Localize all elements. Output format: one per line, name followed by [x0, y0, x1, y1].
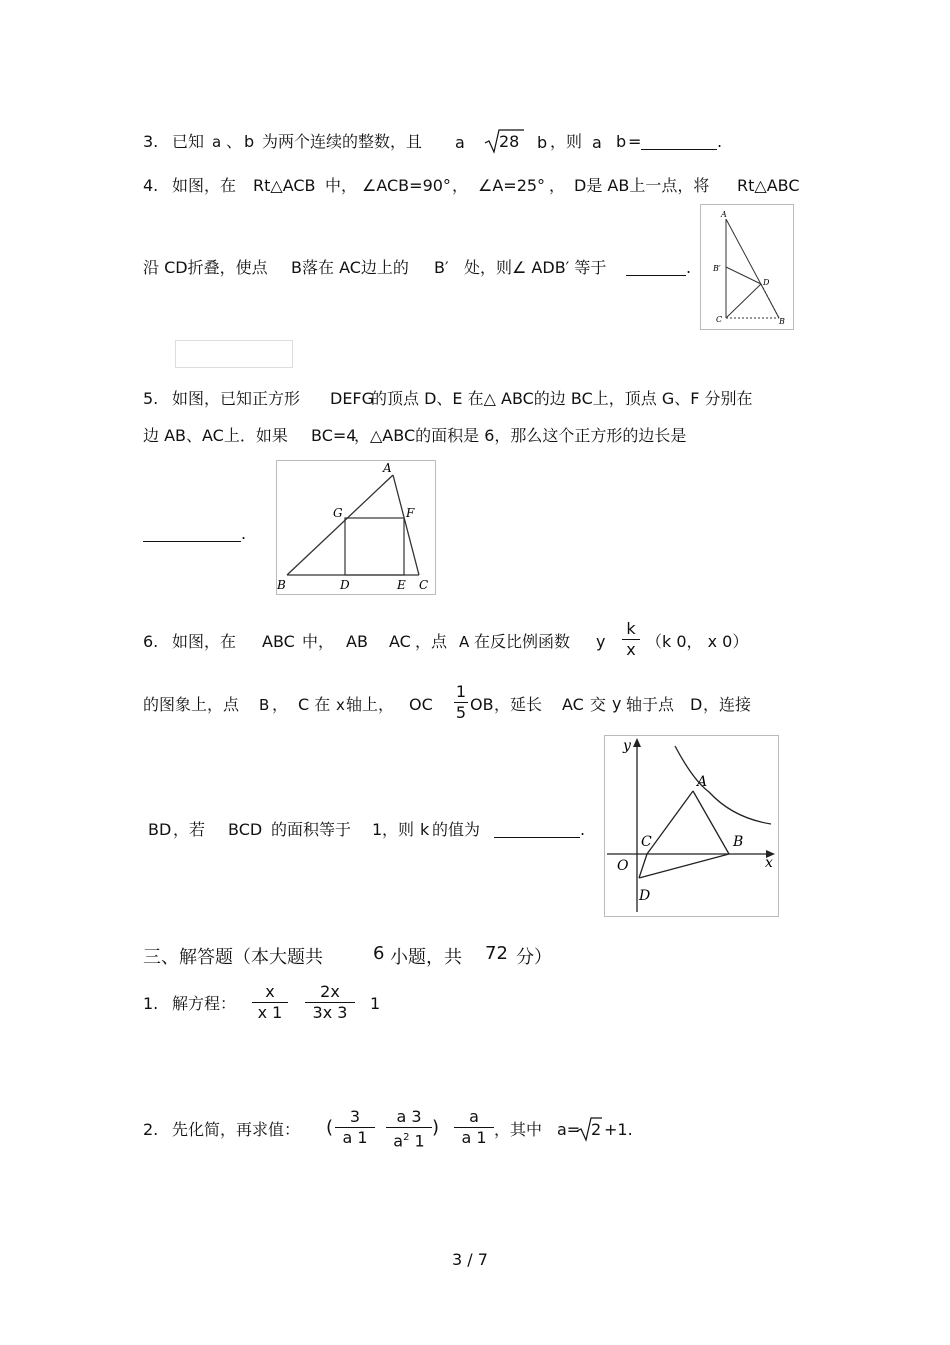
q6-text: 的值为 — [432, 820, 481, 839]
s2-sqrt-value: 2 — [591, 1120, 602, 1139]
edge-ac — [647, 791, 693, 854]
q5-end: . — [241, 524, 247, 543]
q6-end: . — [580, 820, 586, 839]
y-axis-arrow — [633, 738, 641, 747]
section-score: 72 — [485, 943, 508, 964]
s1-fraction-2 — [305, 983, 355, 1022]
answer-blank — [626, 259, 686, 276]
label-c: C — [716, 315, 723, 324]
q5-figure-svg — [277, 461, 435, 594]
fraction-denominator: a 1 — [342, 1128, 368, 1147]
q5-number: 5. — [143, 389, 159, 408]
q3-text: 为两个连续的整数，且 — [262, 132, 423, 151]
denominator-base: a — [393, 1131, 404, 1151]
fraction-bar — [386, 1127, 432, 1128]
q6-point-d: D — [690, 695, 703, 714]
s1-rhs: 1 — [370, 994, 381, 1013]
answer-blank — [494, 821, 580, 838]
s2-number: 2. — [143, 1120, 159, 1139]
q3-var-b: b — [537, 133, 548, 152]
q5-text: ，△ABC的面积是 6，那么这个正方形的边长是 — [354, 426, 687, 445]
fraction-numerator: a 3 — [396, 1107, 422, 1126]
q6-text: ，则 — [382, 820, 415, 839]
q4-text: 沿 CD折叠，使点 — [143, 258, 268, 277]
section-count: 6 — [373, 943, 385, 964]
q4-angle-acb: ∠ACB=90° — [362, 176, 451, 195]
q4-figure-svg — [701, 205, 793, 329]
q5-text: 边 AB、AC上．如果 — [143, 426, 288, 445]
q6-text: 的面积等于 — [271, 820, 352, 839]
label-g: G — [333, 506, 343, 520]
label-c: C — [641, 834, 652, 850]
q4-text: D是 AB上一点，将 — [574, 176, 710, 195]
s1-label: 解方程： — [172, 994, 237, 1013]
q6-condition: （k 0， x 0） — [646, 632, 749, 651]
section-title: 三、解答题（本大题共 — [143, 947, 323, 968]
q4-text: 处，则∠ ADB′ 等于 — [464, 258, 607, 277]
label-a: A — [383, 461, 392, 475]
q3-var-a: a — [212, 133, 222, 151]
q6-number: 6. — [143, 632, 159, 651]
q4-triangle: Rt△ABC — [737, 176, 800, 195]
s2-right-paren: ) — [432, 1117, 440, 1138]
label-b: B — [277, 578, 286, 592]
s2-a-equals: a= — [557, 1120, 581, 1139]
q6-text: 在反比例函数 — [474, 632, 571, 651]
q5-figure — [276, 460, 436, 595]
s2-fraction-2 — [386, 1108, 432, 1150]
q3-number: 3. — [143, 132, 159, 151]
q4-angle-a: ∠A=25° — [478, 176, 546, 195]
s2-label: 先化简，再求值： — [172, 1120, 301, 1139]
fraction-numerator: 3 — [349, 1107, 361, 1126]
fraction-numerator: k — [626, 619, 636, 638]
fraction-denominator — [386, 1129, 432, 1150]
label-bprime: B′ — [713, 264, 721, 273]
q3-var-b: b — [244, 132, 255, 151]
edge-ab — [287, 475, 393, 575]
label-c: C — [419, 578, 429, 592]
s2-left-paren: ( — [326, 1117, 334, 1138]
q6-text: C 在 — [298, 695, 331, 714]
q3-text: 、 — [226, 132, 243, 151]
q6-text: 中， — [302, 632, 335, 651]
q3-var-a: a — [592, 133, 602, 152]
q6-text: 的图象上，点 — [143, 695, 240, 714]
q4-text: 如图，在 — [172, 176, 237, 195]
label-e: E — [397, 578, 406, 592]
fraction-numerator: 2x — [320, 982, 340, 1001]
q4-text: B落在 AC边上的 — [291, 258, 409, 277]
fraction-numerator: 1 — [455, 682, 467, 701]
fraction-denominator: a 1 — [461, 1128, 487, 1147]
q3-equals: = — [628, 132, 642, 151]
q6-bcd: BCD — [228, 820, 263, 839]
q4-end: . — [686, 258, 692, 277]
s2-fraction-1 — [335, 1108, 375, 1147]
q6-k: k — [420, 820, 430, 839]
empty-answer-box — [175, 340, 293, 368]
edge-bd — [639, 854, 729, 878]
q6-text: ，点 — [415, 632, 448, 651]
q6-oc: OC — [409, 695, 433, 714]
edge-ac — [393, 475, 419, 575]
s2-plus-one: +1. — [604, 1120, 633, 1139]
q4-figure — [700, 204, 794, 330]
s1-number: 1. — [143, 994, 159, 1013]
q5-bc: BC=4 — [311, 426, 357, 445]
q4-text: ， — [549, 176, 566, 195]
q6-fraction-one-fifth — [454, 683, 468, 722]
q3-var-a: a — [455, 133, 465, 152]
edge-ab — [693, 791, 729, 854]
q3-var-b: b — [616, 132, 627, 151]
q6-bd: BD — [148, 820, 172, 839]
hyperbola-curve — [675, 746, 771, 824]
q6-y-axis: y — [612, 694, 622, 713]
q4-text: 中， — [325, 176, 358, 195]
q6-abc: ABC — [262, 632, 295, 651]
square-defg — [345, 518, 404, 575]
q3-text: 已知 — [172, 132, 205, 151]
label-x: x — [765, 855, 773, 871]
q6-text: ， — [272, 695, 289, 714]
label-d: D — [639, 888, 651, 904]
q6-ob: OB — [470, 695, 494, 714]
label-d: D — [340, 578, 350, 592]
denominator-constant: 1 — [414, 1131, 425, 1151]
fraction-denominator: 3x 3 — [312, 1003, 348, 1022]
q6-text: ，若 — [173, 820, 206, 839]
q4-text: ， — [452, 176, 469, 195]
q4-triangle: Rt△ACB — [253, 176, 316, 195]
q5-text: 如图，已知正方形 — [172, 389, 301, 408]
q6-text: ，连接 — [703, 695, 752, 714]
section-text: 分） — [516, 947, 552, 968]
q6-one: 1 — [372, 820, 383, 839]
fraction-denominator: x 1 — [257, 1003, 283, 1022]
answer-blank — [641, 133, 717, 150]
q6-fraction-k-over-x — [622, 620, 640, 659]
q4-bprime: B′ — [434, 258, 449, 277]
fraction-numerator: x — [265, 982, 275, 1001]
q3-end: . — [717, 132, 723, 151]
label-o: O — [617, 858, 629, 874]
q6-x-axis: x — [336, 696, 345, 714]
edge-cd — [639, 854, 647, 878]
q6-text: 轴于点 — [626, 695, 675, 714]
label-a: A — [697, 774, 708, 790]
q6-point-b: B — [259, 696, 270, 714]
q5-square: DEFG — [330, 389, 375, 408]
fraction-numerator: a — [469, 1107, 479, 1126]
q6-text: 轴上， — [346, 695, 395, 714]
fraction-denominator: 5 — [455, 703, 467, 722]
label-y: y — [623, 738, 631, 754]
answer-blank — [143, 525, 241, 542]
edge-cd — [726, 284, 761, 318]
q6-ab: AB — [346, 632, 368, 651]
q6-text: 如图，在 — [172, 632, 237, 651]
q6-text: ，延长 — [494, 695, 543, 714]
label-f: F — [406, 506, 415, 520]
q6-ac: AC — [562, 695, 584, 714]
fraction-denominator: x — [626, 640, 636, 659]
q6-figure-svg — [605, 736, 778, 916]
s2-text: ，其中 — [494, 1120, 543, 1139]
q6-y: y — [596, 632, 606, 651]
q4-number: 4. — [143, 176, 159, 195]
s1-fraction-1 — [252, 983, 288, 1022]
q6-point-a: A — [459, 633, 470, 651]
denominator-exponent: 2 — [403, 1132, 410, 1143]
label-a: A — [721, 210, 727, 219]
label-b: B — [733, 834, 744, 850]
q3-text: ，则 — [550, 132, 583, 151]
q6-figure — [604, 735, 779, 917]
q6-text: 交 — [590, 695, 607, 714]
q5-text: 的顶点 D、E 在△ ABC的边 BC上，顶点 G、F 分别在 — [371, 389, 753, 408]
label-d: D — [763, 278, 770, 287]
section-text: 小题，共 — [390, 947, 462, 968]
page-number: 3 / 7 — [452, 1250, 488, 1269]
q3-sqrt-value: 28 — [499, 132, 520, 151]
q6-ac: AC — [389, 632, 411, 651]
label-b: B — [779, 317, 785, 326]
s2-fraction-3 — [454, 1108, 494, 1147]
